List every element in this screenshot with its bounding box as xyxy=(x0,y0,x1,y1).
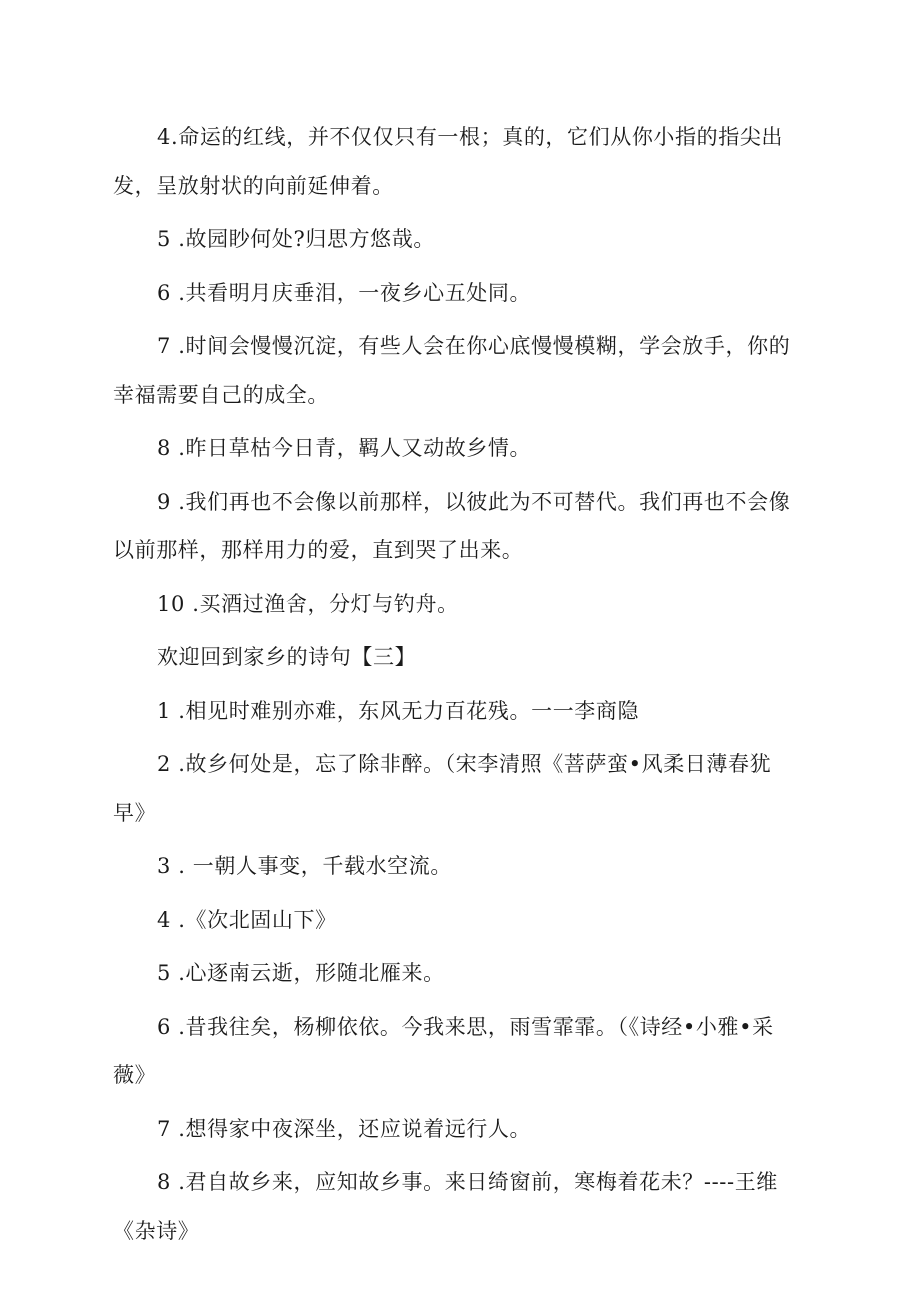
text-paragraph: 8 .君自故乡来，应知故乡事。来日绮窗前，寒梅着花未？----王维《杂诗》 xyxy=(113,1170,778,1243)
text-paragraph: 8 .昨日草枯今日青，羁人又动故乡情。 xyxy=(157,436,532,460)
text-paragraph: 2 .故乡何处是，忘了除非醉。（宋李清照《菩萨蛮•风柔日薄春犹早》 xyxy=(113,752,772,825)
text-paragraph: 3 . 一朝人事变，千载水空流。 xyxy=(157,854,452,878)
document-body xyxy=(113,113,798,1260)
text-paragraph: 4.命运的红线，并不仅仅只有一根；真的，它们从你小指的指尖出发，呈放射状的向前延伸着。 xyxy=(113,125,784,198)
text-paragraph: 6 .昔我往矣，杨柳依依。今我来思，雨雪霏霏。（《诗经•小雅•采薇》 xyxy=(113,1014,774,1087)
text-paragraph: 5 .故园眇何处?归思方悠哉。 xyxy=(157,227,435,251)
section-heading: 欢迎回到家乡的诗句【三】 xyxy=(157,645,417,669)
text-paragraph: 5 .心逐南云逝，形随北雁来。 xyxy=(157,961,445,985)
text-paragraph: 10 .买酒过渔舍，分灯与钓舟。 xyxy=(157,591,459,616)
text-paragraph: 7 .时间会慢慢沉淀，有些人会在你心底慢慢模糊，学会放手，你的幸福需要自己的成全。 xyxy=(113,334,791,407)
text-paragraph: 6 .共看明月庆垂泪，一夜乡心五处同。 xyxy=(157,280,532,305)
text-paragraph: 7 .想得家中夜深坐，还应说着远行人。 xyxy=(157,1116,532,1141)
text-paragraph: 1 .相见时难别亦难，东风无力百花残。一一李商隐 xyxy=(157,698,640,723)
text-paragraph: 4 .《次北固山下》 xyxy=(157,907,337,932)
text-paragraph: 9 .我们再也不会像以前那样，以彼此为不可替代。我们再也不会像以前那样，那样用力的爱，直到哭了出来。 xyxy=(113,489,791,562)
